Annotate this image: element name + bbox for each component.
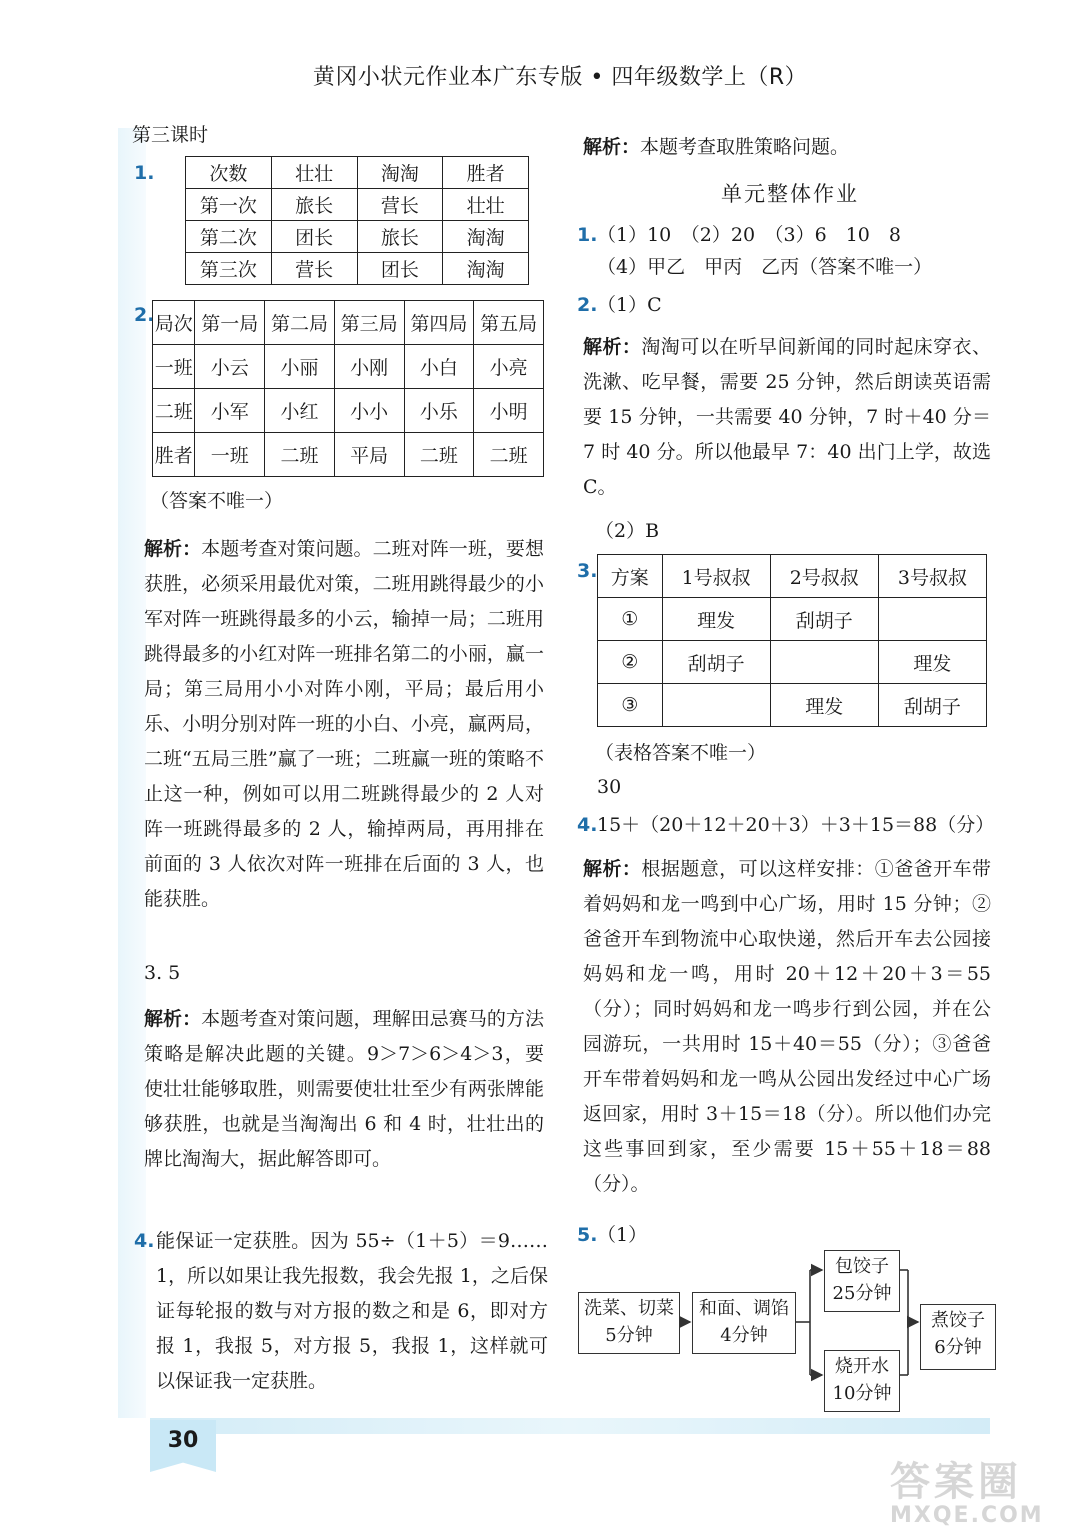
table-cell: ② bbox=[598, 641, 663, 684]
question-number: 4. bbox=[577, 814, 598, 836]
table-cell: 第一局 bbox=[195, 301, 265, 345]
table-cell: 二班 bbox=[153, 389, 195, 433]
analysis-text: 本题考查对策问题。二班对阵一班，要想获胜，必须采用最优对策，二班用跳得最少的小军对阵一班跳得最多的小云，输掉一局；二班用跳得最多的小红对阵一班排名第二的小丽，赢一局；第三局用小小对阵小刚，平局；最后用小乐、小明分别对阵一班的小白、小亮，赢两局，二班“五局三胜”赢了一班；二班赢一班的策略不止这一种，例如可以用二班跳得最少的 2 人对阵一班跳得最多的 2 人，输掉两局，再用排在前面的 3 人依次对阵一班排在后面的 3 人，也能获胜。 bbox=[144, 538, 544, 910]
table-cell: 第二次 bbox=[186, 221, 272, 253]
flow-step-dough-filling bbox=[692, 1292, 796, 1354]
table-cell: 刮胡子 bbox=[662, 641, 770, 684]
analysis-text: 根据题意，可以这样安排：①爸爸开车带着妈妈和龙一鸣到中心广场，用时 15 分钟；②爸爸开车到物流中心取快递，然后开车去公园接妈妈和龙一鸣，用时 20＋12＋20＋3＝55（分）；同时妈妈和龙一鸣步行到公园，并在公园游玩，一共用时 15＋40＝55（分）；③爸爸开车带着妈妈和龙一鸣从公园出发经过中心广场返回家，用时 3＋15＝18（分）。所以他们办完这些事回到家，至少需要 15＋55＋18＝88（分）。 bbox=[583, 858, 991, 1195]
watermark-url: MXQE.COM bbox=[890, 1503, 1044, 1528]
table-cell: 第四局 bbox=[404, 301, 474, 345]
flow-step-title: 包饺子 bbox=[835, 1256, 889, 1277]
page-number: 30 bbox=[167, 1428, 199, 1453]
table-cell: 方案 bbox=[598, 555, 663, 598]
table-cell: 胜者 bbox=[443, 157, 529, 189]
analysis-text: 淘淘可以在听早间新闻的同时起床穿衣、洗漱、吃早餐，需要 25 分钟，然后朗读英语需要 15 分钟，一共需要 40 分钟，7 时＋40 分＝7 时 40 分。所以他最早 7：40 出门上学，故选 C。 bbox=[583, 336, 991, 498]
table-cell: 3号叔叔 bbox=[878, 555, 986, 598]
flow-step-boil-water bbox=[824, 1350, 900, 1412]
question-number: 1. bbox=[134, 162, 155, 184]
table-cell: 小亮 bbox=[474, 345, 544, 389]
analysis-label: 解析： bbox=[144, 1008, 202, 1030]
table-cell: 第三局 bbox=[334, 301, 404, 345]
analysis-label: 解析： bbox=[583, 858, 642, 880]
answer-text: 能保证一定获胜。因为 55÷（1＋5）＝9……1，所以如果让我先报数，我会先报 1，之后保证每轮报的数与对方报的数之和是 6，即对方报 1，我报 5，对方报 5，我报 1，这样就可以保证我一定获胜。 bbox=[156, 1230, 548, 1392]
flow-step-time: 25分钟 bbox=[832, 1283, 892, 1304]
table-cell: 小云 bbox=[195, 345, 265, 389]
table-cell: 一班 bbox=[153, 345, 195, 389]
table-cell: 第五局 bbox=[474, 301, 544, 345]
analysis-label: 解析： bbox=[144, 538, 202, 560]
table-cell: 二班 bbox=[404, 433, 474, 477]
unit-title: 单元整体作业 bbox=[721, 182, 859, 206]
table-cell: 1号叔叔 bbox=[662, 555, 770, 598]
table-cell: 壮壮 bbox=[443, 189, 529, 221]
sub-label: （1） bbox=[597, 1224, 648, 1246]
flow-step-time: 6分钟 bbox=[934, 1337, 982, 1358]
question-number: 5. bbox=[577, 1224, 598, 1246]
flow-step-title: 和面、调馅 bbox=[699, 1298, 789, 1319]
table-cell: 淘淘 bbox=[357, 157, 443, 189]
analysis-text: 本题考查取胜策略问题。 bbox=[640, 136, 850, 158]
table-cell: 小明 bbox=[474, 389, 544, 433]
table-cell: 理发 bbox=[878, 641, 986, 684]
table-cell: 刮胡子 bbox=[770, 598, 878, 641]
answer-line: （2）B bbox=[595, 520, 660, 542]
site-watermark bbox=[890, 1460, 1070, 1530]
table-cell: 次数 bbox=[186, 157, 272, 189]
watermark-text: 答案圈 bbox=[890, 1459, 1022, 1505]
answer-line: 3. 5 bbox=[144, 962, 181, 984]
table-cell: 旅长 bbox=[271, 189, 357, 221]
answer-value: 30 bbox=[597, 776, 622, 798]
table-cell: 团长 bbox=[357, 253, 443, 285]
table-cell: 小红 bbox=[265, 389, 335, 433]
answer-line: （4）甲乙 甲丙 乙丙（答案不唯一） bbox=[597, 256, 933, 278]
table-cell: 壮壮 bbox=[271, 157, 357, 189]
table-cell: 团长 bbox=[271, 221, 357, 253]
table-cell: 2号叔叔 bbox=[770, 555, 878, 598]
page-header: 黄冈小状元作业本广东专版 • 四年级数学上（R） bbox=[312, 65, 808, 90]
flow-step-time: 5分钟 bbox=[605, 1325, 653, 1346]
table-cell: 胜者 bbox=[153, 433, 195, 477]
table-cell: 第二局 bbox=[265, 301, 335, 345]
table-cell: 小小 bbox=[334, 389, 404, 433]
table-cell: 一班 bbox=[195, 433, 265, 477]
table-cell: 平局 bbox=[334, 433, 404, 477]
table-cell: 小白 bbox=[404, 345, 474, 389]
table-cell: 理发 bbox=[770, 684, 878, 727]
table-cell: 二班 bbox=[474, 433, 544, 477]
analysis-label: 解析： bbox=[583, 336, 642, 358]
table-cell: 刮胡子 bbox=[878, 684, 986, 727]
table-cell: 小乐 bbox=[404, 389, 474, 433]
table-cell: 第一次 bbox=[186, 189, 272, 221]
table-cell: 小刚 bbox=[334, 345, 404, 389]
table-cell: 淘淘 bbox=[443, 253, 529, 285]
flow-step-time: 10分钟 bbox=[832, 1383, 892, 1404]
footer-band bbox=[150, 1418, 990, 1434]
table-cell: 第三次 bbox=[186, 253, 272, 285]
flow-step-wrap-dumplings bbox=[824, 1250, 900, 1312]
note: （答案不唯一） bbox=[150, 490, 284, 512]
table-cell: 理发 bbox=[662, 598, 770, 641]
table-cell: 小丽 bbox=[265, 345, 335, 389]
flow-step-time: 4分钟 bbox=[720, 1325, 768, 1346]
analysis-text: 本题考查对策问题，理解田忌赛马的方法策略是解决此题的关键。9＞7＞6＞4＞3，要使壮壮能够取胜，则需要使壮壮至少有两张牌能够获胜，也就是当淘淘出 6 和 4 时，壮壮出的牌比淘淘大，据此解答即可。 bbox=[144, 1008, 544, 1170]
question-number: 3. bbox=[577, 560, 598, 582]
section-title: 第三课时 bbox=[132, 124, 209, 146]
analysis-label: 解析： bbox=[583, 136, 641, 158]
flow-step-title: 烧开水 bbox=[835, 1356, 889, 1377]
flow-step-title: 煮饺子 bbox=[931, 1310, 985, 1331]
answer-line: （1）C bbox=[597, 294, 662, 316]
question-number: 1. bbox=[577, 224, 598, 246]
table-cell: ① bbox=[598, 598, 663, 641]
note: （表格答案不唯一） bbox=[595, 742, 767, 764]
table-cell: 营长 bbox=[271, 253, 357, 285]
flow-step-title: 洗菜、切菜 bbox=[584, 1298, 674, 1319]
flow-step-cook-dumplings bbox=[920, 1304, 996, 1370]
table-cell: 小军 bbox=[195, 389, 265, 433]
table-cell: 营长 bbox=[357, 189, 443, 221]
formula: 15＋（20＋12＋20＋3）＋3＋15＝88（分） bbox=[597, 814, 995, 836]
answer-line: （1）10 （2）20 （3）6 10 8 bbox=[597, 224, 901, 246]
question-number: 2. bbox=[134, 304, 155, 326]
table-cell: 淘淘 bbox=[443, 221, 529, 253]
table-cell: 局次 bbox=[153, 301, 195, 345]
table-cell: 旅长 bbox=[357, 221, 443, 253]
table-cell: 二班 bbox=[265, 433, 335, 477]
question-number: 2. bbox=[577, 294, 598, 316]
table-cell: ③ bbox=[598, 684, 663, 727]
question-number: 4. bbox=[134, 1230, 155, 1252]
flow-step-wash-cut bbox=[578, 1292, 680, 1354]
